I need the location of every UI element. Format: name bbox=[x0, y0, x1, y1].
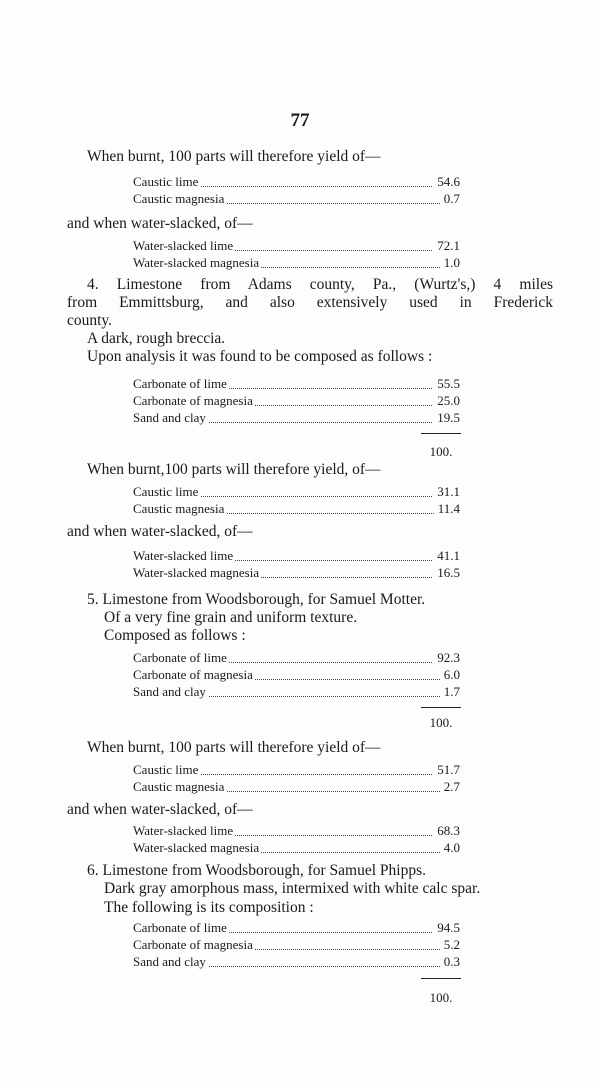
table-row: Caustic lime 31.1 bbox=[133, 484, 460, 499]
table-row: Caustic magnesia 2.7 bbox=[133, 779, 460, 794]
section-4-description: A dark, rough breccia. bbox=[87, 330, 226, 347]
table-row: Water-slacked lime 41.1 bbox=[133, 548, 460, 563]
section-6-analysis: The following is its composition : bbox=[104, 899, 314, 916]
burnt-heading: When burnt, 100 parts will therefore yield of— bbox=[87, 148, 381, 165]
table-row: Sand and clay 0.3 bbox=[133, 954, 460, 969]
table-row: Carbonate of magnesia 6.0 bbox=[133, 667, 460, 682]
table-row: Water-slacked magnesia 16.5 bbox=[133, 565, 460, 580]
section-6-description: Dark gray amorphous mass, intermixed with white calc spar. bbox=[104, 880, 481, 897]
slacked-heading: and when water-slacked, of— bbox=[67, 215, 253, 232]
section-6-total: 100. bbox=[429, 990, 453, 1005]
table-row: Carbonate of lime 92.3 bbox=[133, 650, 460, 665]
slacked-heading: and when water-slacked, of— bbox=[67, 801, 253, 818]
table-row: Sand and clay 19.5 bbox=[133, 410, 460, 425]
section-4-total: 100. bbox=[429, 444, 453, 459]
burnt-heading: When burnt, 100 parts will therefore yield of— bbox=[87, 739, 381, 756]
table-row: Carbonate of lime 94.5 bbox=[133, 920, 460, 935]
section-6-title: 6. Limestone from Woodsborough, for Samuel Phipps. bbox=[87, 862, 427, 879]
section-5-analysis: Composed as follows : bbox=[104, 627, 246, 644]
section-5-description: Of a very fine grain and uniform texture. bbox=[104, 609, 358, 626]
sum-rule bbox=[421, 978, 461, 979]
table-row: Carbonate of magnesia 5.2 bbox=[133, 937, 460, 952]
sum-rule bbox=[421, 433, 461, 434]
table-row: Water-slacked magnesia 4.0 bbox=[133, 840, 460, 855]
table-row: Carbonate of magnesia 25.0 bbox=[133, 393, 460, 408]
section-5-total: 100. bbox=[429, 715, 453, 730]
section-5-title: 5. Limestone from Woodsborough, for Samuel Motter. bbox=[87, 591, 426, 608]
table-row: Caustic magnesia 0.7 bbox=[133, 191, 460, 206]
sum-rule bbox=[421, 707, 461, 708]
slacked-heading: and when water-slacked, of— bbox=[67, 523, 253, 540]
table-row: Water-slacked magnesia 1.0 bbox=[133, 255, 460, 270]
table-row: Water-slacked lime 72.1 bbox=[133, 238, 460, 253]
page-number: 77 bbox=[290, 110, 310, 131]
section-4-title-line1: 4. Limestone from Adams county, Pa., (Wurtz's,) 4 miles bbox=[87, 276, 553, 293]
section-4-title-line2: from Emmittsburg, and also extensively used in Frederick bbox=[67, 294, 553, 311]
table-row: Caustic magnesia 11.4 bbox=[133, 501, 460, 516]
section-4-title-line3: county. bbox=[67, 312, 113, 329]
table-row: Sand and clay 1.7 bbox=[133, 684, 460, 699]
table-row: Caustic lime 54.6 bbox=[133, 174, 460, 189]
section-4-analysis: Upon analysis it was found to be composed as follows : bbox=[87, 348, 433, 365]
table-row: Carbonate of lime 55.5 bbox=[133, 376, 460, 391]
table-row: Water-slacked lime 68.3 bbox=[133, 823, 460, 838]
burnt-heading: When burnt,100 parts will therefore yield, of— bbox=[87, 461, 381, 478]
table-row: Caustic lime 51.7 bbox=[133, 762, 460, 777]
